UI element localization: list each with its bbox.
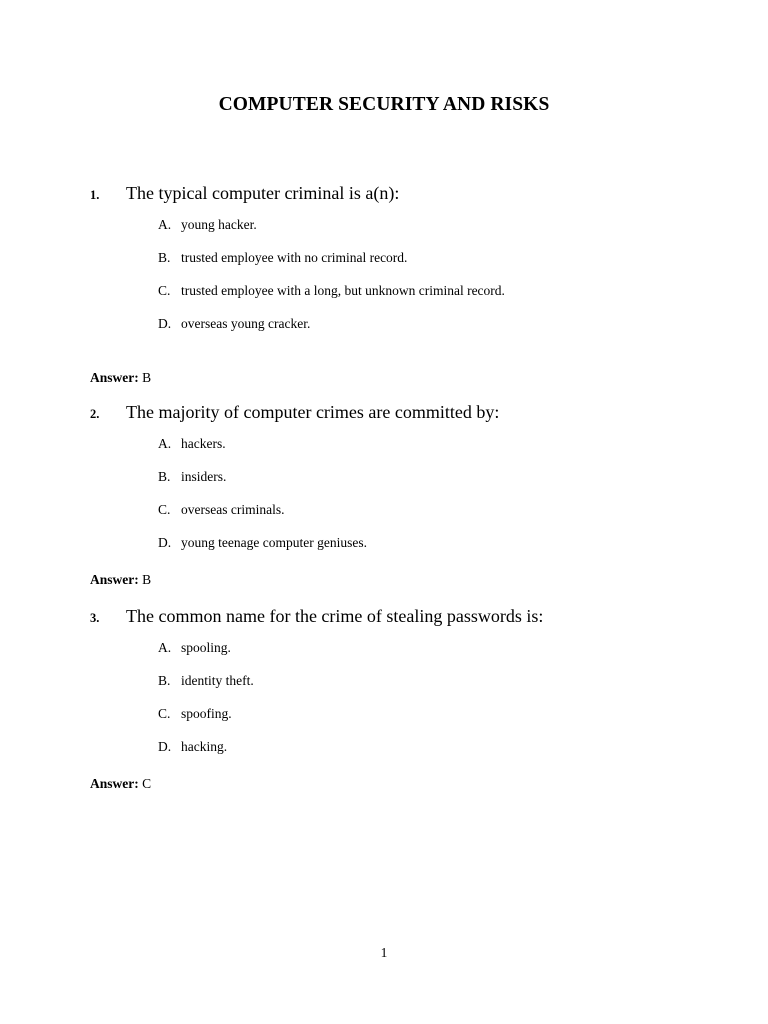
question-line — [90, 606, 730, 630]
option-text: spooling. — [181, 640, 231, 655]
option-letter: D. — [158, 535, 172, 550]
options-list — [158, 436, 730, 568]
option-text: identity theft. — [181, 673, 254, 688]
page-number: 1 — [380, 945, 388, 960]
option-text: trusted employee with no criminal record. — [181, 250, 408, 265]
answer-1 — [90, 370, 151, 386]
option-text: hackers. — [181, 436, 226, 451]
answer-label: Answer: — [90, 776, 139, 791]
option-b — [158, 673, 730, 706]
options-list — [158, 217, 730, 349]
answer-label: Answer: — [90, 370, 139, 385]
option-letter: A. — [158, 436, 172, 451]
option-a — [158, 640, 730, 673]
question-text: The common name for the crime of stealing passwords is: — [126, 606, 544, 626]
option-c — [158, 283, 730, 316]
option-letter: D. — [158, 316, 172, 331]
answer-value: C — [142, 776, 152, 791]
question-number: 1. — [90, 188, 100, 202]
option-text: overseas young cracker. — [181, 316, 311, 331]
document-title: COMPUTER SECURITY AND RISKS — [218, 94, 550, 115]
answer-3 — [90, 776, 151, 792]
option-a — [158, 217, 730, 250]
option-letter: C. — [158, 502, 171, 517]
question-line — [90, 183, 730, 207]
option-text: young teenage computer geniuses. — [181, 535, 367, 550]
option-text: insiders. — [181, 469, 227, 484]
option-c — [158, 502, 730, 535]
question-number: 2. — [90, 407, 100, 421]
options-list — [158, 640, 730, 772]
option-letter: B. — [158, 469, 171, 484]
option-text: overseas criminals. — [181, 502, 285, 517]
question-3 — [90, 606, 730, 772]
option-d — [158, 535, 730, 568]
option-letter: B. — [158, 673, 171, 688]
question-2 — [90, 402, 730, 568]
option-text: young hacker. — [181, 217, 257, 232]
answer-label: Answer: — [90, 572, 139, 587]
option-letter: C. — [158, 706, 171, 721]
answer-value: B — [142, 572, 152, 587]
answer-value: B — [142, 370, 152, 385]
option-a — [158, 436, 730, 469]
option-d — [158, 739, 730, 772]
question-number: 3. — [90, 611, 100, 625]
option-letter: C. — [158, 283, 171, 298]
option-text: trusted employee with a long, but unknown criminal record. — [181, 283, 505, 298]
option-b — [158, 469, 730, 502]
option-letter: D. — [158, 739, 172, 754]
option-b — [158, 250, 730, 283]
option-letter: A. — [158, 217, 172, 232]
question-1 — [90, 183, 730, 349]
option-text: hacking. — [181, 739, 228, 754]
answer-2 — [90, 572, 151, 588]
question-text: The majority of computer crimes are committed by: — [126, 402, 500, 422]
option-letter: A. — [158, 640, 172, 655]
question-text: The typical computer criminal is a(n): — [126, 183, 400, 203]
option-text: spoofing. — [181, 706, 232, 721]
option-letter: B. — [158, 250, 171, 265]
question-line — [90, 402, 730, 426]
option-d — [158, 316, 730, 349]
option-c — [158, 706, 730, 739]
